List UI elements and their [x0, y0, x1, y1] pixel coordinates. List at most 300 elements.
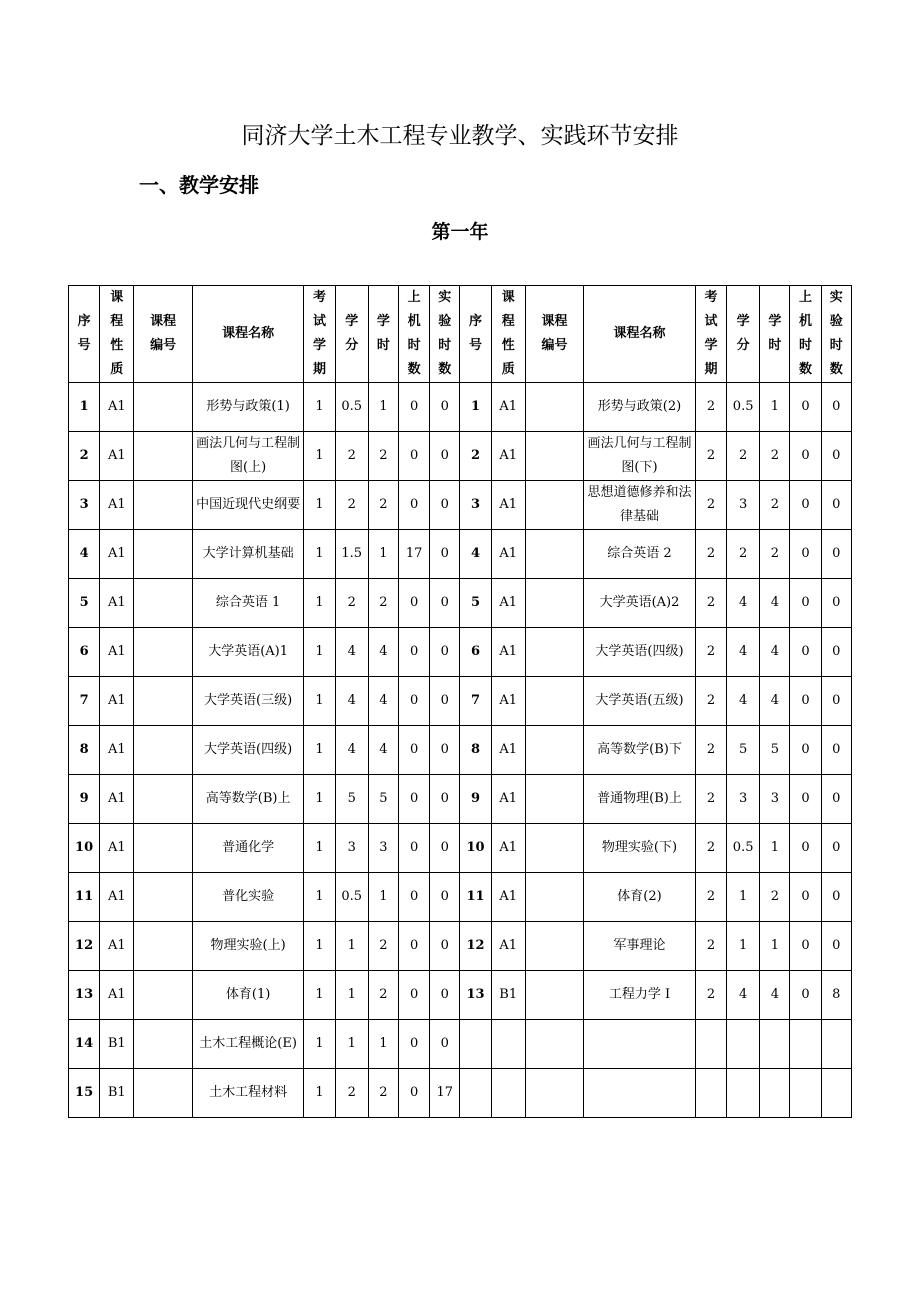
right-course-name-cell: 普通物理(B)上: [584, 775, 696, 824]
table-row: [69, 775, 852, 824]
left-exam-term-cell: 1: [304, 873, 335, 922]
left-type-cell: A1: [100, 726, 134, 775]
left-seq-cell: 4: [69, 530, 100, 579]
right-lab-hours-cell: 0: [821, 481, 851, 530]
left-lab-hours-cell: 0: [430, 481, 460, 530]
right-credits-cell: 2: [727, 530, 760, 579]
right-code-cell: [525, 824, 583, 873]
left-code-cell: [134, 824, 192, 873]
left-computer-hours-cell: 0: [399, 775, 430, 824]
left-credits-cell: 4: [335, 628, 368, 677]
right-code-cell: [525, 873, 583, 922]
right-computer-hours-header: [790, 286, 821, 383]
right-type-cell: A1: [491, 628, 525, 677]
right-credits-cell: 4: [727, 971, 760, 1020]
right-type-cell: A1: [491, 726, 525, 775]
header-label: 课 程 性 质: [110, 290, 124, 377]
left-hours-cell: 2: [368, 1069, 398, 1118]
left-credits-cell: 1: [335, 971, 368, 1020]
right-credits-cell: 3: [727, 481, 760, 530]
right-course-name-cell: [584, 1020, 696, 1069]
right-hours-cell: 4: [760, 579, 790, 628]
right-computer-hours-cell: 0: [790, 383, 821, 432]
document-title: 同济大学土木工程专业教学、实践环节安排: [241, 123, 679, 149]
left-computer-hours-cell: 0: [399, 432, 430, 481]
right-exam-term-cell: 2: [695, 922, 726, 971]
right-credits-header: [727, 286, 760, 383]
left-course-name-cell: 画法几何与工程制图(上): [192, 432, 304, 481]
left-hours-cell: 1: [368, 383, 398, 432]
right-course-name-cell: 物理实验(下): [584, 824, 696, 873]
left-credits-cell: 5: [335, 775, 368, 824]
right-hours-cell: 2: [760, 432, 790, 481]
right-credits-cell: 4: [727, 579, 760, 628]
header-label: 学 分: [736, 314, 750, 353]
right-hours-cell: 5: [760, 726, 790, 775]
left-credits-cell: 2: [335, 432, 368, 481]
section-heading: 一、教学安排: [139, 173, 259, 197]
header-label: 课程 编号: [150, 314, 177, 353]
right-exam-term-cell: 2: [695, 971, 726, 1020]
header-label: 上 机 时 数: [799, 290, 813, 377]
left-course-name-cell: 物理实验(上): [192, 922, 304, 971]
right-credits-cell: 0.5: [727, 824, 760, 873]
right-type-cell: A1: [491, 922, 525, 971]
right-credits-cell: 3: [727, 775, 760, 824]
right-type-cell: A1: [491, 383, 525, 432]
right-hours-cell: [760, 1020, 790, 1069]
left-seq-cell: 9: [69, 775, 100, 824]
left-seq-header: [69, 286, 100, 383]
left-hours-cell: 5: [368, 775, 398, 824]
right-seq-cell: 1: [460, 383, 491, 432]
right-seq-cell: 7: [460, 677, 491, 726]
table-row: [69, 677, 852, 726]
right-code-cell: [525, 579, 583, 628]
right-seq-cell: 2: [460, 432, 491, 481]
left-type-cell: B1: [100, 1020, 134, 1069]
right-lab-hours-cell: 0: [821, 824, 851, 873]
left-type-cell: A1: [100, 530, 134, 579]
right-seq-cell: 12: [460, 922, 491, 971]
right-lab-hours-cell: 0: [821, 628, 851, 677]
left-seq-cell: 6: [69, 628, 100, 677]
left-computer-hours-cell: 0: [399, 481, 430, 530]
left-code-cell: [134, 775, 192, 824]
right-hours-cell: 3: [760, 775, 790, 824]
right-code-cell: [525, 432, 583, 481]
right-course-name-cell: 画法几何与工程制图(下): [584, 432, 696, 481]
right-lab-hours-cell: 0: [821, 922, 851, 971]
left-computer-hours-cell: 0: [399, 726, 430, 775]
left-hours-cell: 2: [368, 971, 398, 1020]
left-code-cell: [134, 579, 192, 628]
left-lab-hours-cell: 0: [430, 530, 460, 579]
right-type-cell: A1: [491, 579, 525, 628]
left-hours-cell: 1: [368, 530, 398, 579]
right-computer-hours-cell: 0: [790, 481, 821, 530]
left-lab-hours-header: [430, 286, 460, 383]
left-seq-cell: 12: [69, 922, 100, 971]
right-hours-header: [760, 286, 790, 383]
left-exam-term-cell: 1: [304, 1069, 335, 1118]
left-lab-hours-cell: 0: [430, 971, 460, 1020]
right-exam-term-header: [695, 286, 726, 383]
right-code-cell: [525, 530, 583, 579]
right-exam-term-cell: 2: [695, 775, 726, 824]
right-course-name-cell: 思想道德修养和法律基础: [584, 481, 696, 530]
left-exam-term-cell: 1: [304, 383, 335, 432]
right-type-cell: [491, 1020, 525, 1069]
left-seq-cell: 11: [69, 873, 100, 922]
right-lab-hours-cell: 0: [821, 775, 851, 824]
left-course-name-cell: 大学英语(A)1: [192, 628, 304, 677]
left-credits-cell: 1: [335, 922, 368, 971]
left-course-name-cell: 大学计算机基础: [192, 530, 304, 579]
right-lab-hours-cell: 0: [821, 726, 851, 775]
left-exam-term-cell: 1: [304, 481, 335, 530]
left-seq-cell: 8: [69, 726, 100, 775]
right-credits-cell: 0.5: [727, 383, 760, 432]
right-code-cell: [525, 922, 583, 971]
left-type-cell: A1: [100, 383, 134, 432]
left-code-cell: [134, 922, 192, 971]
left-computer-hours-cell: 0: [399, 971, 430, 1020]
left-credits-cell: 2: [335, 1069, 368, 1118]
right-type-cell: A1: [491, 873, 525, 922]
right-credits-cell: 1: [727, 873, 760, 922]
right-exam-term-cell: 2: [695, 579, 726, 628]
right-course-name-cell: 体育(2): [584, 873, 696, 922]
left-hours-header: [368, 286, 398, 383]
right-type-cell: [491, 1069, 525, 1118]
right-exam-term-cell: 2: [695, 677, 726, 726]
left-lab-hours-cell: 0: [430, 579, 460, 628]
left-seq-cell: 15: [69, 1069, 100, 1118]
left-seq-cell: 5: [69, 579, 100, 628]
table-row: [69, 1020, 852, 1069]
right-credits-cell: [727, 1069, 760, 1118]
left-lab-hours-cell: 0: [430, 1020, 460, 1069]
left-lab-hours-cell: 0: [430, 775, 460, 824]
right-seq-cell: 4: [460, 530, 491, 579]
left-credits-cell: 4: [335, 726, 368, 775]
left-code-cell: [134, 530, 192, 579]
left-lab-hours-cell: 0: [430, 383, 460, 432]
left-code-cell: [134, 1069, 192, 1118]
header-label: 课程名称: [222, 326, 275, 341]
left-credits-cell: 1.5: [335, 530, 368, 579]
right-seq-cell: 5: [460, 579, 491, 628]
right-hours-cell: 4: [760, 971, 790, 1020]
table-row: [69, 726, 852, 775]
right-exam-term-cell: 2: [695, 824, 726, 873]
right-exam-term-cell: 2: [695, 530, 726, 579]
right-lab-hours-cell: 8: [821, 971, 851, 1020]
right-computer-hours-cell: [790, 1069, 821, 1118]
right-computer-hours-cell: 0: [790, 432, 821, 481]
left-type-cell: A1: [100, 677, 134, 726]
right-computer-hours-cell: 0: [790, 922, 821, 971]
left-seq-cell: 13: [69, 971, 100, 1020]
right-exam-term-cell: 2: [695, 726, 726, 775]
left-type-cell: A1: [100, 824, 134, 873]
left-exam-term-cell: 1: [304, 1020, 335, 1069]
left-type-cell: A1: [100, 481, 134, 530]
left-exam-term-cell: 1: [304, 579, 335, 628]
left-exam-term-cell: 1: [304, 530, 335, 579]
right-type-cell: A1: [491, 824, 525, 873]
right-seq-cell: 3: [460, 481, 491, 530]
table-row: [69, 922, 852, 971]
left-course-name-cell: 土木工程材料: [192, 1069, 304, 1118]
left-credits-cell: 0.5: [335, 873, 368, 922]
left-computer-hours-cell: 0: [399, 1020, 430, 1069]
left-lab-hours-cell: 0: [430, 873, 460, 922]
left-course-name-cell: 普化实验: [192, 873, 304, 922]
left-code-cell: [134, 481, 192, 530]
left-seq-cell: 3: [69, 481, 100, 530]
left-type-cell: A1: [100, 579, 134, 628]
left-type-cell: A1: [100, 971, 134, 1020]
right-lab-hours-cell: [821, 1069, 851, 1118]
left-code-cell: [134, 432, 192, 481]
left-computer-hours-header: [399, 286, 430, 383]
left-credits-cell: 0.5: [335, 383, 368, 432]
left-type-cell: A1: [100, 873, 134, 922]
right-seq-cell: 9: [460, 775, 491, 824]
right-hours-cell: 4: [760, 628, 790, 677]
right-computer-hours-cell: 0: [790, 579, 821, 628]
right-hours-cell: [760, 1069, 790, 1118]
right-exam-term-cell: 2: [695, 873, 726, 922]
right-course-name-cell: 军事理论: [584, 922, 696, 971]
left-course-name-cell: 中国近现代史纲要: [192, 481, 304, 530]
right-type-cell: A1: [491, 481, 525, 530]
left-computer-hours-cell: 0: [399, 628, 430, 677]
left-hours-cell: 1: [368, 873, 398, 922]
left-code-cell: [134, 383, 192, 432]
left-exam-term-cell: 1: [304, 432, 335, 481]
left-computer-hours-cell: 0: [399, 824, 430, 873]
left-credits-cell: 2: [335, 579, 368, 628]
left-lab-hours-cell: 0: [430, 922, 460, 971]
left-course-name-cell: 高等数学(B)上: [192, 775, 304, 824]
right-course-name-cell: [584, 1069, 696, 1118]
left-seq-cell: 10: [69, 824, 100, 873]
left-code-cell: [134, 726, 192, 775]
left-computer-hours-cell: 0: [399, 1069, 430, 1118]
right-course-name-cell: 工程力学 I: [584, 971, 696, 1020]
header-label: 实 验 时 数: [829, 290, 843, 377]
left-credits-cell: 2: [335, 481, 368, 530]
right-seq-cell: 11: [460, 873, 491, 922]
header-label: 课程名称: [613, 326, 666, 341]
right-credits-cell: 2: [727, 432, 760, 481]
right-lab-hours-cell: 0: [821, 383, 851, 432]
right-seq-cell: 8: [460, 726, 491, 775]
right-hours-cell: 1: [760, 824, 790, 873]
right-exam-term-cell: 2: [695, 383, 726, 432]
table-row: [69, 824, 852, 873]
right-course-name-cell: 大学英语(五级): [584, 677, 696, 726]
left-lab-hours-cell: 0: [430, 432, 460, 481]
right-type-header: [491, 286, 525, 383]
left-exam-term-cell: 1: [304, 775, 335, 824]
table-row: [69, 628, 852, 677]
table-row: [69, 432, 852, 481]
left-course-name-cell: 体育(1): [192, 971, 304, 1020]
right-code-cell: [525, 775, 583, 824]
right-computer-hours-cell: 0: [790, 971, 821, 1020]
table-header-row: [69, 286, 852, 383]
left-hours-cell: 2: [368, 432, 398, 481]
left-credits-cell: 3: [335, 824, 368, 873]
right-seq-header: [460, 286, 491, 383]
right-lab-hours-cell: [821, 1020, 851, 1069]
left-hours-cell: 2: [368, 922, 398, 971]
left-course-name-cell: 形势与政策(1): [192, 383, 304, 432]
header-label: 课 程 性 质: [501, 290, 515, 377]
header-label: 学 时: [768, 314, 782, 353]
left-lab-hours-cell: 17: [430, 1069, 460, 1118]
left-code-cell: [134, 677, 192, 726]
right-course-name-cell: 大学英语(四级): [584, 628, 696, 677]
right-lab-hours-cell: 0: [821, 873, 851, 922]
right-computer-hours-cell: 0: [790, 677, 821, 726]
left-computer-hours-cell: 17: [399, 530, 430, 579]
table-row: [69, 971, 852, 1020]
left-code-cell: [134, 971, 192, 1020]
right-seq-cell: 10: [460, 824, 491, 873]
left-hours-cell: 4: [368, 726, 398, 775]
left-hours-cell: 4: [368, 677, 398, 726]
left-type-cell: A1: [100, 922, 134, 971]
right-credits-cell: 4: [727, 677, 760, 726]
header-label: 序 号: [77, 314, 91, 353]
year-heading: 第一年: [431, 221, 489, 243]
right-hours-cell: 2: [760, 481, 790, 530]
table-row: [69, 383, 852, 432]
left-credits-cell: 4: [335, 677, 368, 726]
left-credits-cell: 1: [335, 1020, 368, 1069]
right-lab-hours-header: [821, 286, 851, 383]
right-exam-term-cell: [695, 1020, 726, 1069]
right-hours-cell: 2: [760, 873, 790, 922]
course-schedule-table: [68, 285, 852, 1118]
table-row: [69, 530, 852, 579]
right-seq-cell: 13: [460, 971, 491, 1020]
right-code-cell: [525, 971, 583, 1020]
table-row: [69, 873, 852, 922]
left-type-cell: B1: [100, 1069, 134, 1118]
left-exam-term-cell: 1: [304, 677, 335, 726]
right-code-cell: [525, 383, 583, 432]
right-code-cell: [525, 677, 583, 726]
left-code-header: [134, 286, 192, 383]
left-course-name-cell: 大学英语(三级): [192, 677, 304, 726]
right-type-cell: A1: [491, 530, 525, 579]
table-row: [69, 579, 852, 628]
right-lab-hours-cell: 0: [821, 432, 851, 481]
right-exam-term-cell: 2: [695, 432, 726, 481]
left-lab-hours-cell: 0: [430, 824, 460, 873]
right-exam-term-cell: [695, 1069, 726, 1118]
right-seq-cell: [460, 1069, 491, 1118]
right-computer-hours-cell: 0: [790, 628, 821, 677]
left-hours-cell: 2: [368, 579, 398, 628]
header-label: 考 试 学 期: [313, 290, 327, 377]
header-label: 实 验 时 数: [438, 290, 452, 377]
right-credits-cell: 4: [727, 628, 760, 677]
left-computer-hours-cell: 0: [399, 922, 430, 971]
left-exam-term-header: [304, 286, 335, 383]
right-code-cell: [525, 628, 583, 677]
right-lab-hours-cell: 0: [821, 530, 851, 579]
right-type-cell: A1: [491, 775, 525, 824]
right-hours-cell: 2: [760, 530, 790, 579]
left-code-cell: [134, 1020, 192, 1069]
left-lab-hours-cell: 0: [430, 726, 460, 775]
right-code-cell: [525, 1069, 583, 1118]
left-exam-term-cell: 1: [304, 971, 335, 1020]
left-hours-cell: 3: [368, 824, 398, 873]
header-label: 考 试 学 期: [704, 290, 718, 377]
header-label: 上 机 时 数: [407, 290, 421, 377]
left-type-cell: A1: [100, 432, 134, 481]
left-type-cell: A1: [100, 775, 134, 824]
left-type-cell: A1: [100, 628, 134, 677]
right-course-name-cell: 综合英语 2: [584, 530, 696, 579]
left-computer-hours-cell: 0: [399, 383, 430, 432]
right-hours-cell: 4: [760, 677, 790, 726]
right-computer-hours-cell: 0: [790, 873, 821, 922]
left-credits-header: [335, 286, 368, 383]
right-credits-cell: 5: [727, 726, 760, 775]
right-lab-hours-cell: 0: [821, 579, 851, 628]
left-computer-hours-cell: 0: [399, 579, 430, 628]
header-label: 序 号: [468, 314, 482, 353]
left-seq-cell: 2: [69, 432, 100, 481]
left-exam-term-cell: 1: [304, 628, 335, 677]
left-type-header: [100, 286, 134, 383]
right-course-name-cell: 大学英语(A)2: [584, 579, 696, 628]
left-computer-hours-cell: 0: [399, 677, 430, 726]
left-seq-cell: 7: [69, 677, 100, 726]
right-computer-hours-cell: [790, 1020, 821, 1069]
right-code-cell: [525, 726, 583, 775]
right-name-header: [584, 286, 696, 383]
right-course-name-cell: 高等数学(B)下: [584, 726, 696, 775]
right-lab-hours-cell: 0: [821, 677, 851, 726]
right-type-cell: A1: [491, 432, 525, 481]
right-exam-term-cell: 2: [695, 628, 726, 677]
left-course-name-cell: 土木工程概论(E): [192, 1020, 304, 1069]
left-hours-cell: 2: [368, 481, 398, 530]
right-hours-cell: 1: [760, 922, 790, 971]
left-exam-term-cell: 1: [304, 824, 335, 873]
right-exam-term-cell: 2: [695, 481, 726, 530]
right-seq-cell: [460, 1020, 491, 1069]
left-exam-term-cell: 1: [304, 922, 335, 971]
right-computer-hours-cell: 0: [790, 530, 821, 579]
right-credits-cell: 1: [727, 922, 760, 971]
left-name-header: [192, 286, 304, 383]
right-course-name-cell: 形势与政策(2): [584, 383, 696, 432]
left-seq-cell: 1: [69, 383, 100, 432]
left-exam-term-cell: 1: [304, 726, 335, 775]
right-type-cell: B1: [491, 971, 525, 1020]
